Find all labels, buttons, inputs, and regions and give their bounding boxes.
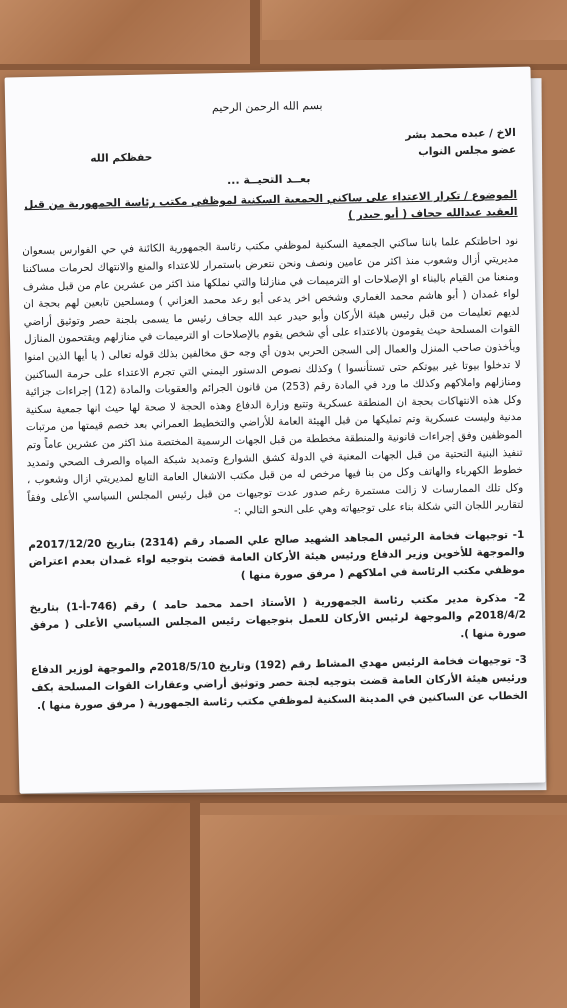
basmala: بسم الله الرحمن الرحيم [211, 98, 323, 115]
subject-line: الموضوع / تكرار الاعتداء على ساكني الجمعية السكنية لموظفي مكتب رئاسة الجمهورية من قبل العقيد عبدالله جحاف ( أبو حيدر ) [24, 189, 518, 222]
greeting: بعــد التحيــة ... [226, 171, 311, 187]
directives-list [28, 527, 528, 716]
letter-content [19, 87, 528, 725]
body-paragraph: نود احاطتكم علما باننا ساكني الجمعية السكنية لموظفي مكتب رئاسة الجمهورية الكائنة في حي الفوارس بسعوان مديريتي أزال وشعوب منذ اكثر من عامين ونصف ونحن نتعرض باستمرار للاعتداء والمنع والانتهاك لحرمات مساكننا ومنعنا من القيام بالبناء او الإصلاحات او الترميمات في منازلنا والتي نملكها منذ اكثر من عشرين عام من قبل مشرف لواء غمدان ( أبو هاشم محمد الغماري وشخص اخر يدعى أبو رعد محمد العزاني ) ومسلحين تابعين لهم بحجة ان لديهم تعليمات من قبل رئيس هيئة الأركان وأبو حيدر عبد الله جحاف رئيس ما يسمى بلجنة حصر وتوثيق أراضي القوات المسلحة حيث يقومون بالاعتداء على أي شخص يقوم بالإصلاحات او الترميمات في منازلهم ويقتحمون المنازل ويأخذون صاحب المنزل والعمال إلى السجن الحربي بدون أي وجه حق مخالفين بذلك قوله تعالى ( يا أيها الذين امنوا لا تدخلوا بيوتا غير بيوتكم حتى تستأنسوا ) وكذلك نصوص الدستور اليمني التي تجرم الاعتداء على حرمة الساكنين ومنازلهم واملاكهم وكذلك ما ورد في المادة رقم (253) من قانون الجرائم والعقوبات والمادة (12) إجراءات جزائية وكل هذه الانتهاكات بحجة ان المنطقة عسكرية وتتبع وزارة الدفاع وهذه الحجة لا صحة لها حيث انها جمعية سكنية مدنية وليست عسكرية وتم تمليكها من قبل الهيئة العامة للأراضي والتخطيط العمراني بعد خصم قيمتها من مرتبات الموظفين وفق إجراءات قانونية والمنطقة مخططة من قبل الجهات الرسمية المختصة منذ اكثر من عشرين عاماً وتم تنفيذ البنية التحتية من قبل الجهات المعنية في الدولة كشق الشوارع وتمديد شبكة المياه والصرف الصحي وتمديد خطوط الكهرباء والهاتف وكل من بنا فيها مرخص له من قبل مكتب الاشغال العامة التابع لمديريتي ازال وشعوب ، وكل تلك الممارسات لا زالت مستمرة رغم صدور عدت توجيهات من قبل رئيس المجلس السياسي الأعلى وفقاً لتقارير اللجان التي شكلة بناء على توجيهاته وهي على النحو التالي :- [22, 235, 524, 518]
letter-page [5, 67, 546, 794]
recipient-line-1: الاخ / عبده محمد بشر [405, 126, 516, 141]
directive-item: 3- توجيهات فخامة الرئيس مهدي المشاط رقم (192) وتاريخ 2018/5/10م والموجهة لوزير الدفاع ورئيس هيئة الأركان العامة قضت بتوجيه لجنة حصر وتوثيق أراضي وعقارات القوات المسلحة بكف الخطاب عن الساكنين في المدينة السكنية لموظفي مكتب رئاسة الجمهورية ( مرفق صورة منها ). [30, 654, 528, 712]
recipient-line-2: عضو مجلس النواب [418, 144, 517, 159]
directive-item: 2- مذكرة مدير مكتب رئاسة الجمهورية ( الأستاذ احمد محمد حامد ) رقم (746-أ-1) بتاريخ 2018/4/2م والموجهة لرئيس الأركان للعمل بتوجيهات رئيس المجلس السياسي الأعلى ( مرفق صورة منها ). [29, 591, 527, 641]
honorific: حفظكم الله [90, 151, 153, 165]
directive-item: 1- توجيهات فخامة الرئيس المجاهد الشهيد صالح علي الصماد رقم (2314) بتاريخ 2017/12/20م والموجهة للأخوين وزير الدفاع ورئيس هيئة الأركان العامة قضت بتوجيه لواء غمدان بعدم اعتراض موظفي مكتب الرئاسة في املاكهم ( مرفق صورة منها ) [28, 528, 526, 582]
